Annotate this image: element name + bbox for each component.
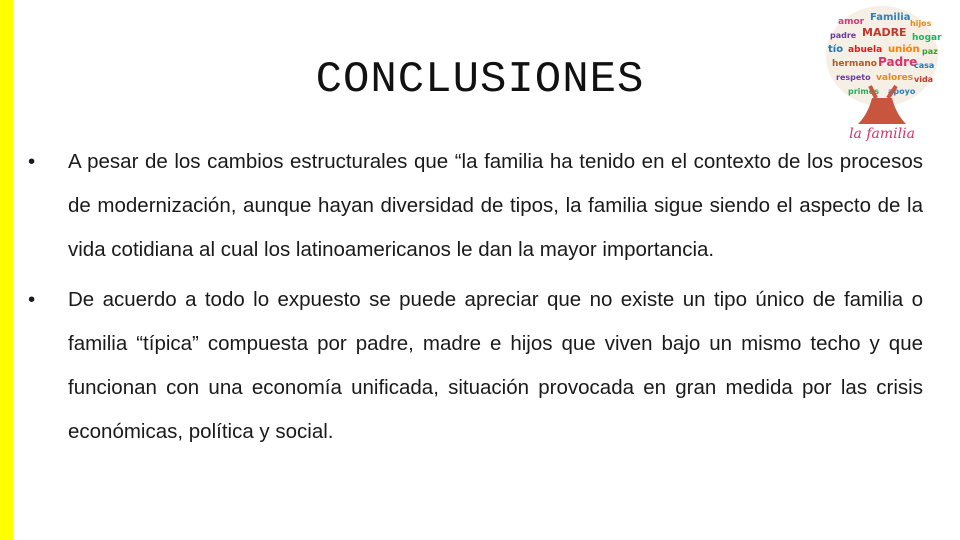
slide-title: CONCLUSIONES bbox=[315, 55, 645, 105]
svg-text:casa: casa bbox=[914, 61, 935, 70]
bullet-marker: • bbox=[28, 288, 36, 311]
svg-text:vida: vida bbox=[914, 75, 934, 84]
svg-text:paz: paz bbox=[922, 47, 938, 56]
svg-text:hijos: hijos bbox=[910, 19, 932, 28]
bullet-list bbox=[28, 140, 923, 460]
bullet-text: De acuerdo a todo lo expuesto se puede apreciar que no existe un tipo único de familia o familia “típica” compuesta por padre, madre e hijos que viven bajo un mismo techo y que funcionan con una economía unificada, situación provocada en gran medida por las crisis económicas, política y social. bbox=[68, 288, 923, 443]
svg-text:abuela: abuela bbox=[848, 45, 883, 55]
accent-bar bbox=[0, 0, 13, 540]
family-tree-logo-icon bbox=[818, 2, 946, 142]
svg-text:Familia: Familia bbox=[870, 12, 911, 23]
bullet-text: A pesar de los cambios estructurales que “la familia ha tenido en el contexto de los procesos de modernización, aunque hayan diversidad de tipos, la familia sigue siendo el aspecto de la vida cotidiana al cual los latinoamericanos le dan la mayor importancia. bbox=[68, 150, 923, 261]
svg-text:tío: tío bbox=[828, 44, 844, 55]
svg-text:padre: padre bbox=[830, 31, 857, 40]
bullet-item bbox=[28, 278, 923, 454]
svg-text:amor: amor bbox=[838, 17, 865, 27]
svg-text:MADRE: MADRE bbox=[862, 26, 907, 39]
svg-text:primos: primos bbox=[848, 87, 880, 96]
svg-text:unión: unión bbox=[888, 44, 920, 55]
svg-text:apoyo: apoyo bbox=[888, 87, 916, 96]
svg-text:valores: valores bbox=[876, 73, 914, 83]
svg-text:hogar: hogar bbox=[912, 33, 942, 43]
bullet-item bbox=[28, 140, 923, 272]
svg-text:Padre: Padre bbox=[878, 55, 918, 69]
svg-text:hermano: hermano bbox=[832, 59, 877, 69]
bullet-marker: • bbox=[28, 150, 36, 173]
logo-caption: la familia bbox=[849, 126, 915, 142]
svg-text:respeto: respeto bbox=[836, 73, 871, 82]
